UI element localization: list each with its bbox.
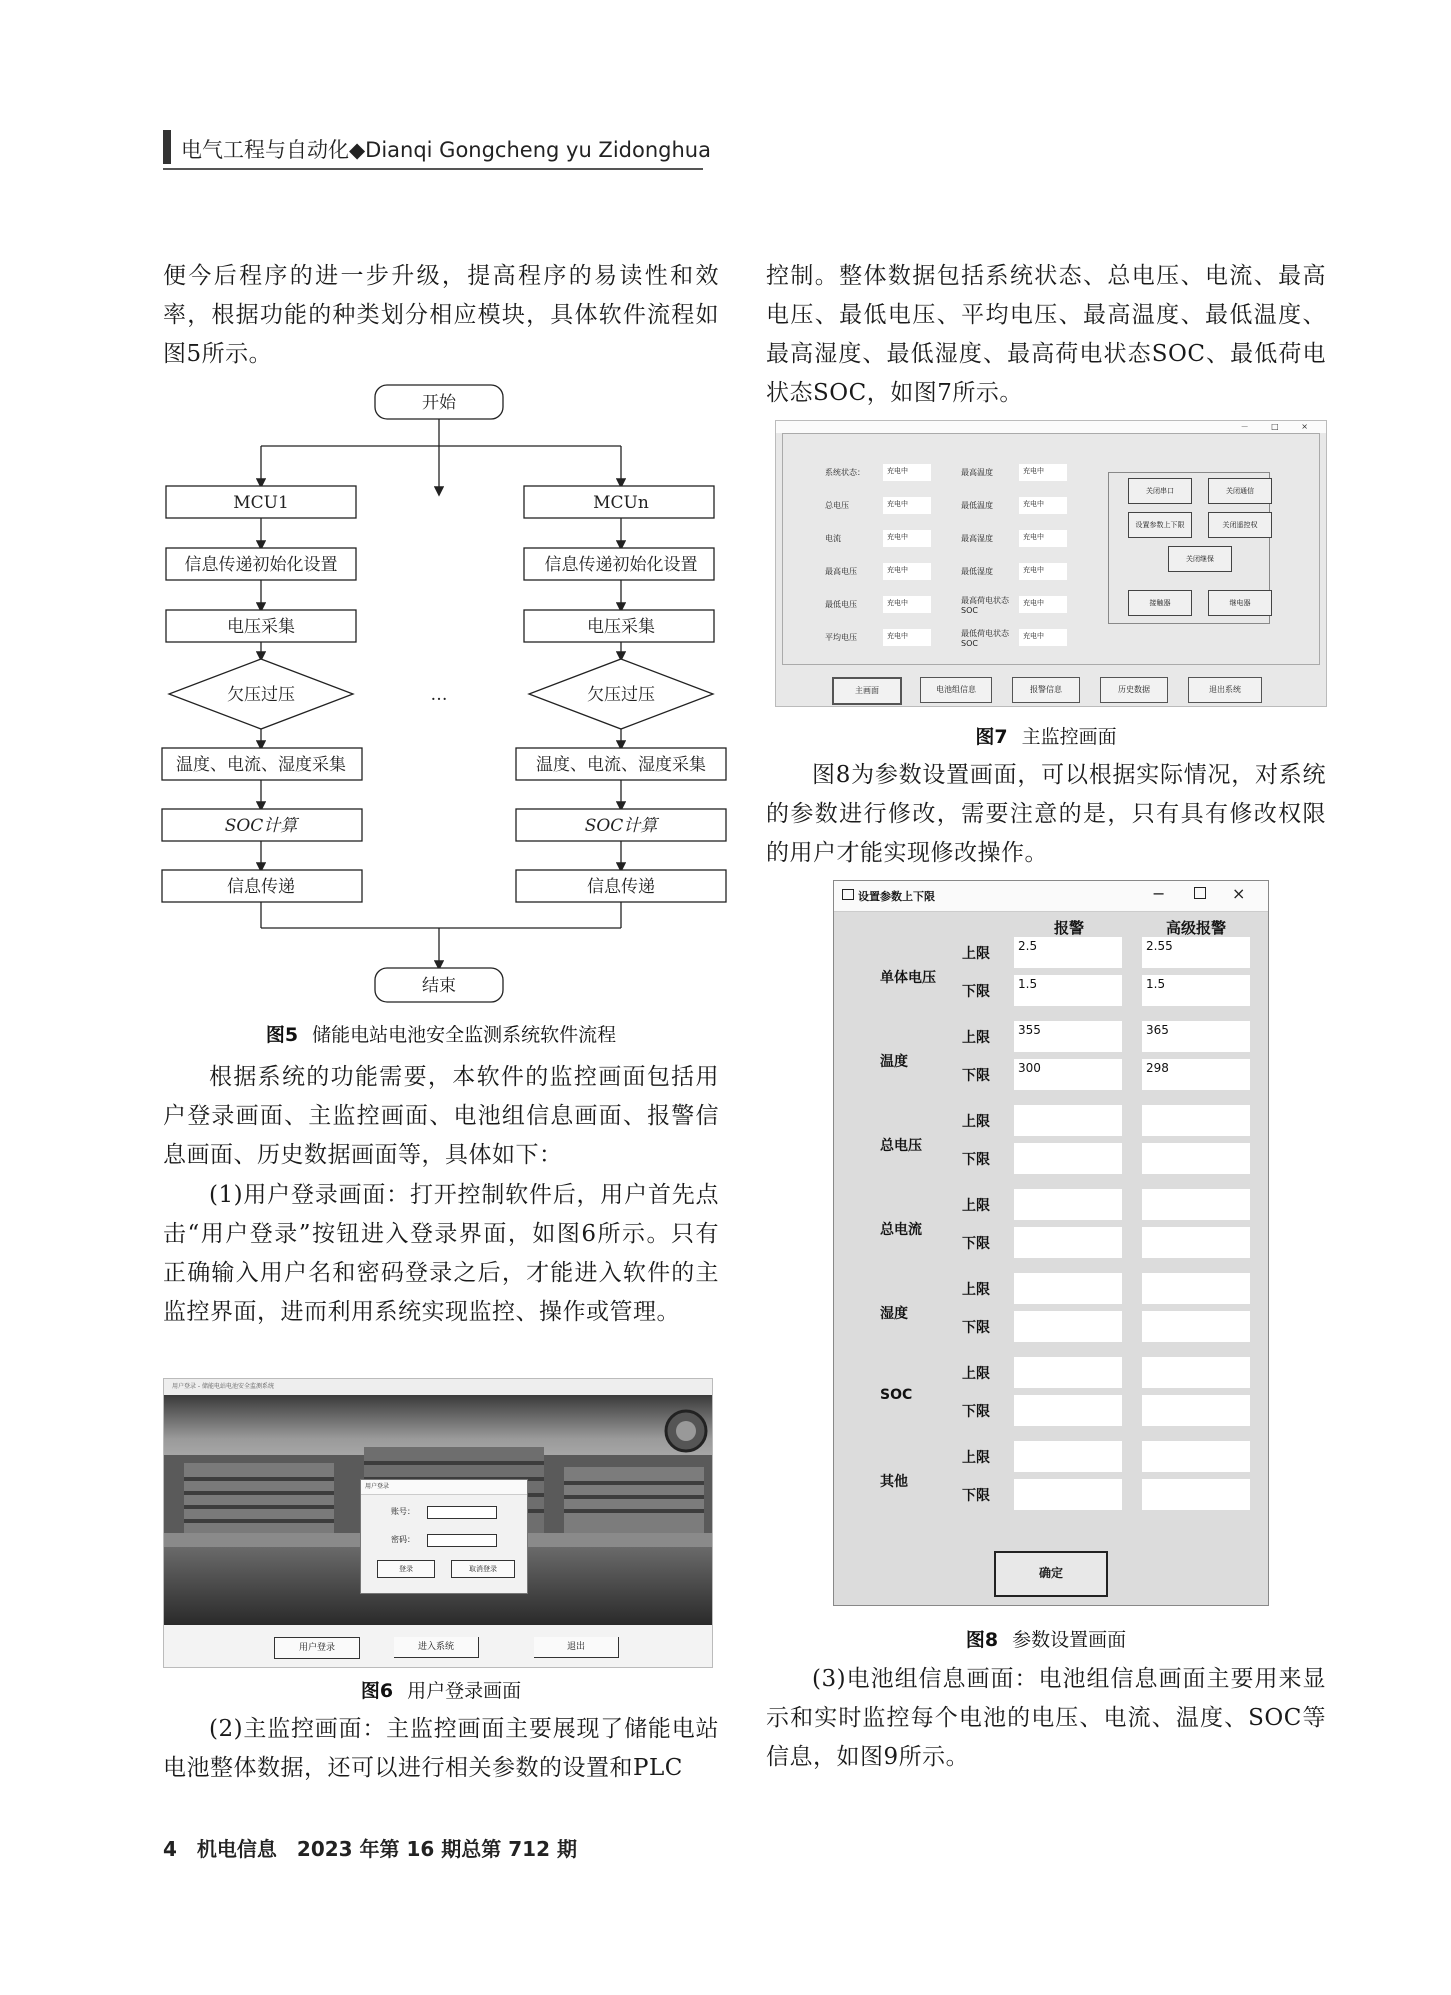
right-paragraph-1: 控制。整体数据包括系统状态、总电压、电流、最高电压、最低电压、平均电压、最高温度、最低温度、最高湿度、最低湿度、最高荷电状态SOC、最低荷电状态SOC，如图7所示。 [766,263,1326,406]
high-alarm-upper-input[interactable] [1142,1441,1250,1472]
fig7-window-controls[interactable]: － □ × [1240,422,1318,431]
field-value: 充电中 [1019,497,1067,514]
flow-right-step: SOC计算 [584,816,658,836]
flow-left-decision: 欠压过压 [227,685,295,705]
close-remote-button[interactable]: 关闭遥控权 [1208,512,1272,538]
fig8-window-title: 设置参数上下限 [858,890,935,903]
login-dialog [360,1479,528,1594]
flow-left-step: 电压采集 [227,617,295,637]
flowchart-fig5 [160,384,730,1010]
fig8-titlebar [834,881,1268,912]
fig7-title: 主监控画面 [1021,726,1117,748]
col-alarm-header: 报警 [1054,919,1085,937]
alarm-lower-input[interactable] [1014,1143,1122,1174]
param-group-label: 总电流 [880,1222,922,1238]
login-dialog-title: 用户登录 [361,1480,527,1495]
maximize-icon[interactable] [1194,887,1206,899]
fig7-titlebar [776,421,1326,433]
param-group-label: 湿度 [880,1306,908,1322]
alarm-upper-input[interactable] [1014,1189,1122,1220]
set-limits-button[interactable]: 设置参数上下限 [1128,512,1192,538]
header-title: 电气工程与自动化◆Dianqi Gongcheng yu Zidonghua [181,138,711,162]
header-rule [163,168,703,170]
nav-history-button[interactable]: 历史数据 [1100,677,1168,703]
field-label: 电流 [825,534,841,543]
user-login-button[interactable]: 用户登录 [274,1637,360,1659]
lower-limit-label: 下限 [962,984,990,1000]
alarm-upper-input[interactable] [1014,1273,1122,1304]
alarm-lower-input[interactable] [1014,1311,1122,1342]
alarm-upper-input[interactable]: 2.5 [1014,937,1122,968]
field-value: 充电中 [1019,596,1067,613]
field-value: 充电中 [883,596,931,613]
field-label: 总电压 [825,501,849,510]
fig8-title: 参数设置画面 [1012,1629,1127,1651]
high-alarm-lower-input[interactable] [1142,1479,1250,1510]
alarm-lower-input[interactable]: 300 [1014,1059,1122,1090]
field-value: 充电中 [883,464,931,481]
left-paragraph-2: 根据系统的功能需要，本软件的监控画面包括用户登录画面、主监控画面、电池组信息画面、报警信息画面、历史数据画面等，具体如下： [163,1064,719,1168]
field-label: 最高湿度 [961,534,993,543]
right-paragraph-2: 图8为参数设置画面，可以根据实际情况，对系统的参数进行修改，需要注意的是，只有具有修改权限的用户才能实现修改操作。 [766,762,1326,866]
upper-limit-label: 上限 [962,1282,990,1298]
flow-ellipsis: … [430,685,448,705]
field-label: 最低电压 [825,600,857,609]
left-paragraph-1: 便今后程序的进一步升级，提高程序的易读性和效率，根据功能的种类划分相应模块，具体软件流程如图5所示。 [163,263,719,367]
exit-button[interactable]: 退出 [534,1637,619,1658]
upper-limit-label: 上限 [962,1114,990,1130]
flow-end: 结束 [422,976,456,996]
alarm-lower-input[interactable] [1014,1395,1122,1426]
field-value: 充电中 [1019,629,1067,646]
field-label: 最高电压 [825,567,857,576]
flow-right-step: 电压采集 [587,617,655,637]
param-group-label: 温度 [880,1054,908,1070]
col-high-alarm-header: 高级报警 [1166,919,1227,937]
upper-limit-label: 上限 [962,1198,990,1214]
nav-main-button[interactable]: 主画面 [832,677,902,705]
alarm-upper-input[interactable]: 355 [1014,1021,1122,1052]
login-button[interactable]: 登录 [377,1560,435,1578]
alarm-lower-input[interactable] [1014,1227,1122,1258]
high-alarm-lower-input[interactable] [1142,1227,1250,1258]
account-input[interactable] [427,1506,497,1519]
close-serial-button[interactable]: 关闭串口 [1128,478,1192,504]
page-footer: 4 机电信息 2023 年第 16 期总第 712 期 [163,1837,577,1861]
enter-system-button[interactable]: 进入系统 [394,1637,479,1658]
alarm-lower-input[interactable]: 1.5 [1014,975,1122,1006]
upper-limit-label: 上限 [962,946,990,962]
field-value: 充电中 [883,629,931,646]
field-value: 充电中 [1019,530,1067,547]
caption-fig7 [766,722,1326,749]
password-input[interactable] [427,1534,497,1547]
high-alarm-lower-input[interactable]: 298 [1142,1059,1250,1090]
field-label: 最高温度 [961,468,993,477]
close-icon[interactable]: × [1232,884,1246,903]
upper-limit-label: 上限 [962,1030,990,1046]
flow-start: 开始 [422,393,456,413]
flow-left-step: MCU1 [233,493,289,513]
field-value: 充电中 [1019,563,1067,580]
high-alarm-upper-input[interactable] [1142,1105,1250,1136]
field-label: 最高荷电状态SOC [961,596,1009,615]
field-label: 最低温度 [961,501,993,510]
nav-alarm-button[interactable]: 报警信息 [1012,677,1080,703]
lower-limit-label: 下限 [962,1488,990,1504]
minimize-icon[interactable]: − [1152,884,1166,903]
main-monitor-fig7 [775,420,1327,707]
param-group-label: 总电压 [880,1138,922,1154]
nav-exit-button[interactable]: 退出系统 [1188,677,1262,703]
high-alarm-lower-input[interactable] [1142,1395,1250,1426]
high-alarm-upper-input[interactable] [1142,1189,1250,1220]
fig6-window-title: 用户登录 - 储能电站电池安全监测系统 [164,1379,712,1395]
lower-limit-label: 下限 [962,1320,990,1336]
flow-right-step: 温度、电流、湿度采集 [536,755,706,775]
confirm-button[interactable]: 确定 [994,1551,1108,1597]
field-value: 充电中 [883,497,931,514]
left-paragraph-4: (2)主监控画面：主监控画面主要展现了储能电站电池整体数据，还可以进行相关参数的设置和PLC [163,1716,719,1781]
fig6-button-row [164,1625,712,1668]
flow-left-step: 信息传递初始化设置 [184,555,338,575]
high-alarm-upper-input[interactable] [1142,1273,1250,1304]
fig7-number: 图7 [975,726,1008,748]
campus-photo [164,1395,712,1625]
login-screen-fig6 [163,1378,713,1668]
param-group-label: 其他 [880,1474,908,1490]
high-alarm-upper-input[interactable]: 365 [1142,1021,1250,1052]
flow-left-step: 信息传递 [227,877,295,897]
flow-left-step: SOC计算 [224,816,298,836]
left-paragraph-3: (1)用户登录画面：打开控制软件后，用户首先点击“用户登录”按钮进入登录界面，如图6所示。只有正确输入用户名和密码登录之后，才能进入软件的主监控界面，进而利用系统实现监控、操作或管理。 [163,1182,719,1325]
field-label: 系统状态： [825,468,865,477]
fig7-data-group [782,433,1320,665]
fig6-title: 用户登录画面 [407,1680,522,1702]
high-alarm-lower-input[interactable]: 1.5 [1142,975,1250,1006]
high-alarm-upper-input[interactable]: 2.55 [1142,937,1250,968]
nav-battery-info-button[interactable]: 电池组信息 [920,677,992,703]
fig6-number: 图6 [360,1680,394,1702]
upper-limit-label: 上限 [962,1450,990,1466]
param-settings-fig8 [833,880,1269,1606]
upper-limit-label: 上限 [962,1366,990,1382]
close-relay-protect-button[interactable]: 关闭继保 [1168,546,1232,572]
field-label: 最低湿度 [961,567,993,576]
relay-button[interactable]: 继电器 [1208,590,1272,616]
close-comm-button[interactable]: 关闭通信 [1208,478,1272,504]
flow-left-step: 温度、电流、湿度采集 [176,755,346,775]
caption-fig8 [766,1625,1326,1652]
alarm-lower-input[interactable] [1014,1479,1122,1510]
cancel-login-button[interactable]: 取消登录 [451,1560,515,1578]
lower-limit-label: 下限 [962,1236,990,1252]
password-label: 密码： [391,1535,415,1544]
high-alarm-lower-input[interactable] [1142,1143,1250,1174]
fig8-number: 图8 [965,1629,999,1651]
param-group-label: SOC [880,1387,913,1403]
flow-right-step: MCUn [593,493,649,513]
field-value: 充电中 [1019,464,1067,481]
param-group-label: 单体电压 [880,970,936,986]
flow-right-step: 信息传递 [587,877,655,897]
field-label: 平均电压 [825,633,857,642]
lower-limit-label: 下限 [962,1152,990,1168]
right-paragraph-3: (3)电池组信息画面：电池组信息画面主要用来显示和实时监控每个电池的电压、电流、温度、SOC等信息，如图9所示。 [766,1666,1326,1770]
lower-limit-label: 下限 [962,1404,990,1420]
field-label: 最低荷电状态SOC [961,629,1009,648]
contactor-button[interactable]: 接触器 [1128,590,1192,616]
field-value: 充电中 [883,563,931,580]
high-alarm-upper-input[interactable] [1142,1357,1250,1388]
caption-fig5 [163,1020,719,1047]
alarm-upper-input[interactable] [1014,1441,1122,1472]
field-value: 充电中 [883,530,931,547]
header-bar [163,130,171,164]
account-label: 账号： [391,1507,415,1516]
lower-limit-label: 下限 [962,1068,990,1084]
alarm-upper-input[interactable] [1014,1357,1122,1388]
fig5-title: 储能电站电池安全监测系统软件流程 [312,1024,617,1046]
window-icon [842,889,854,900]
caption-fig6 [163,1676,719,1703]
high-alarm-lower-input[interactable] [1142,1311,1250,1342]
alarm-upper-input[interactable] [1014,1105,1122,1136]
flow-right-decision: 欠压过压 [587,685,655,705]
fig5-number: 图5 [265,1024,299,1046]
flow-right-step: 信息传递初始化设置 [544,555,698,575]
